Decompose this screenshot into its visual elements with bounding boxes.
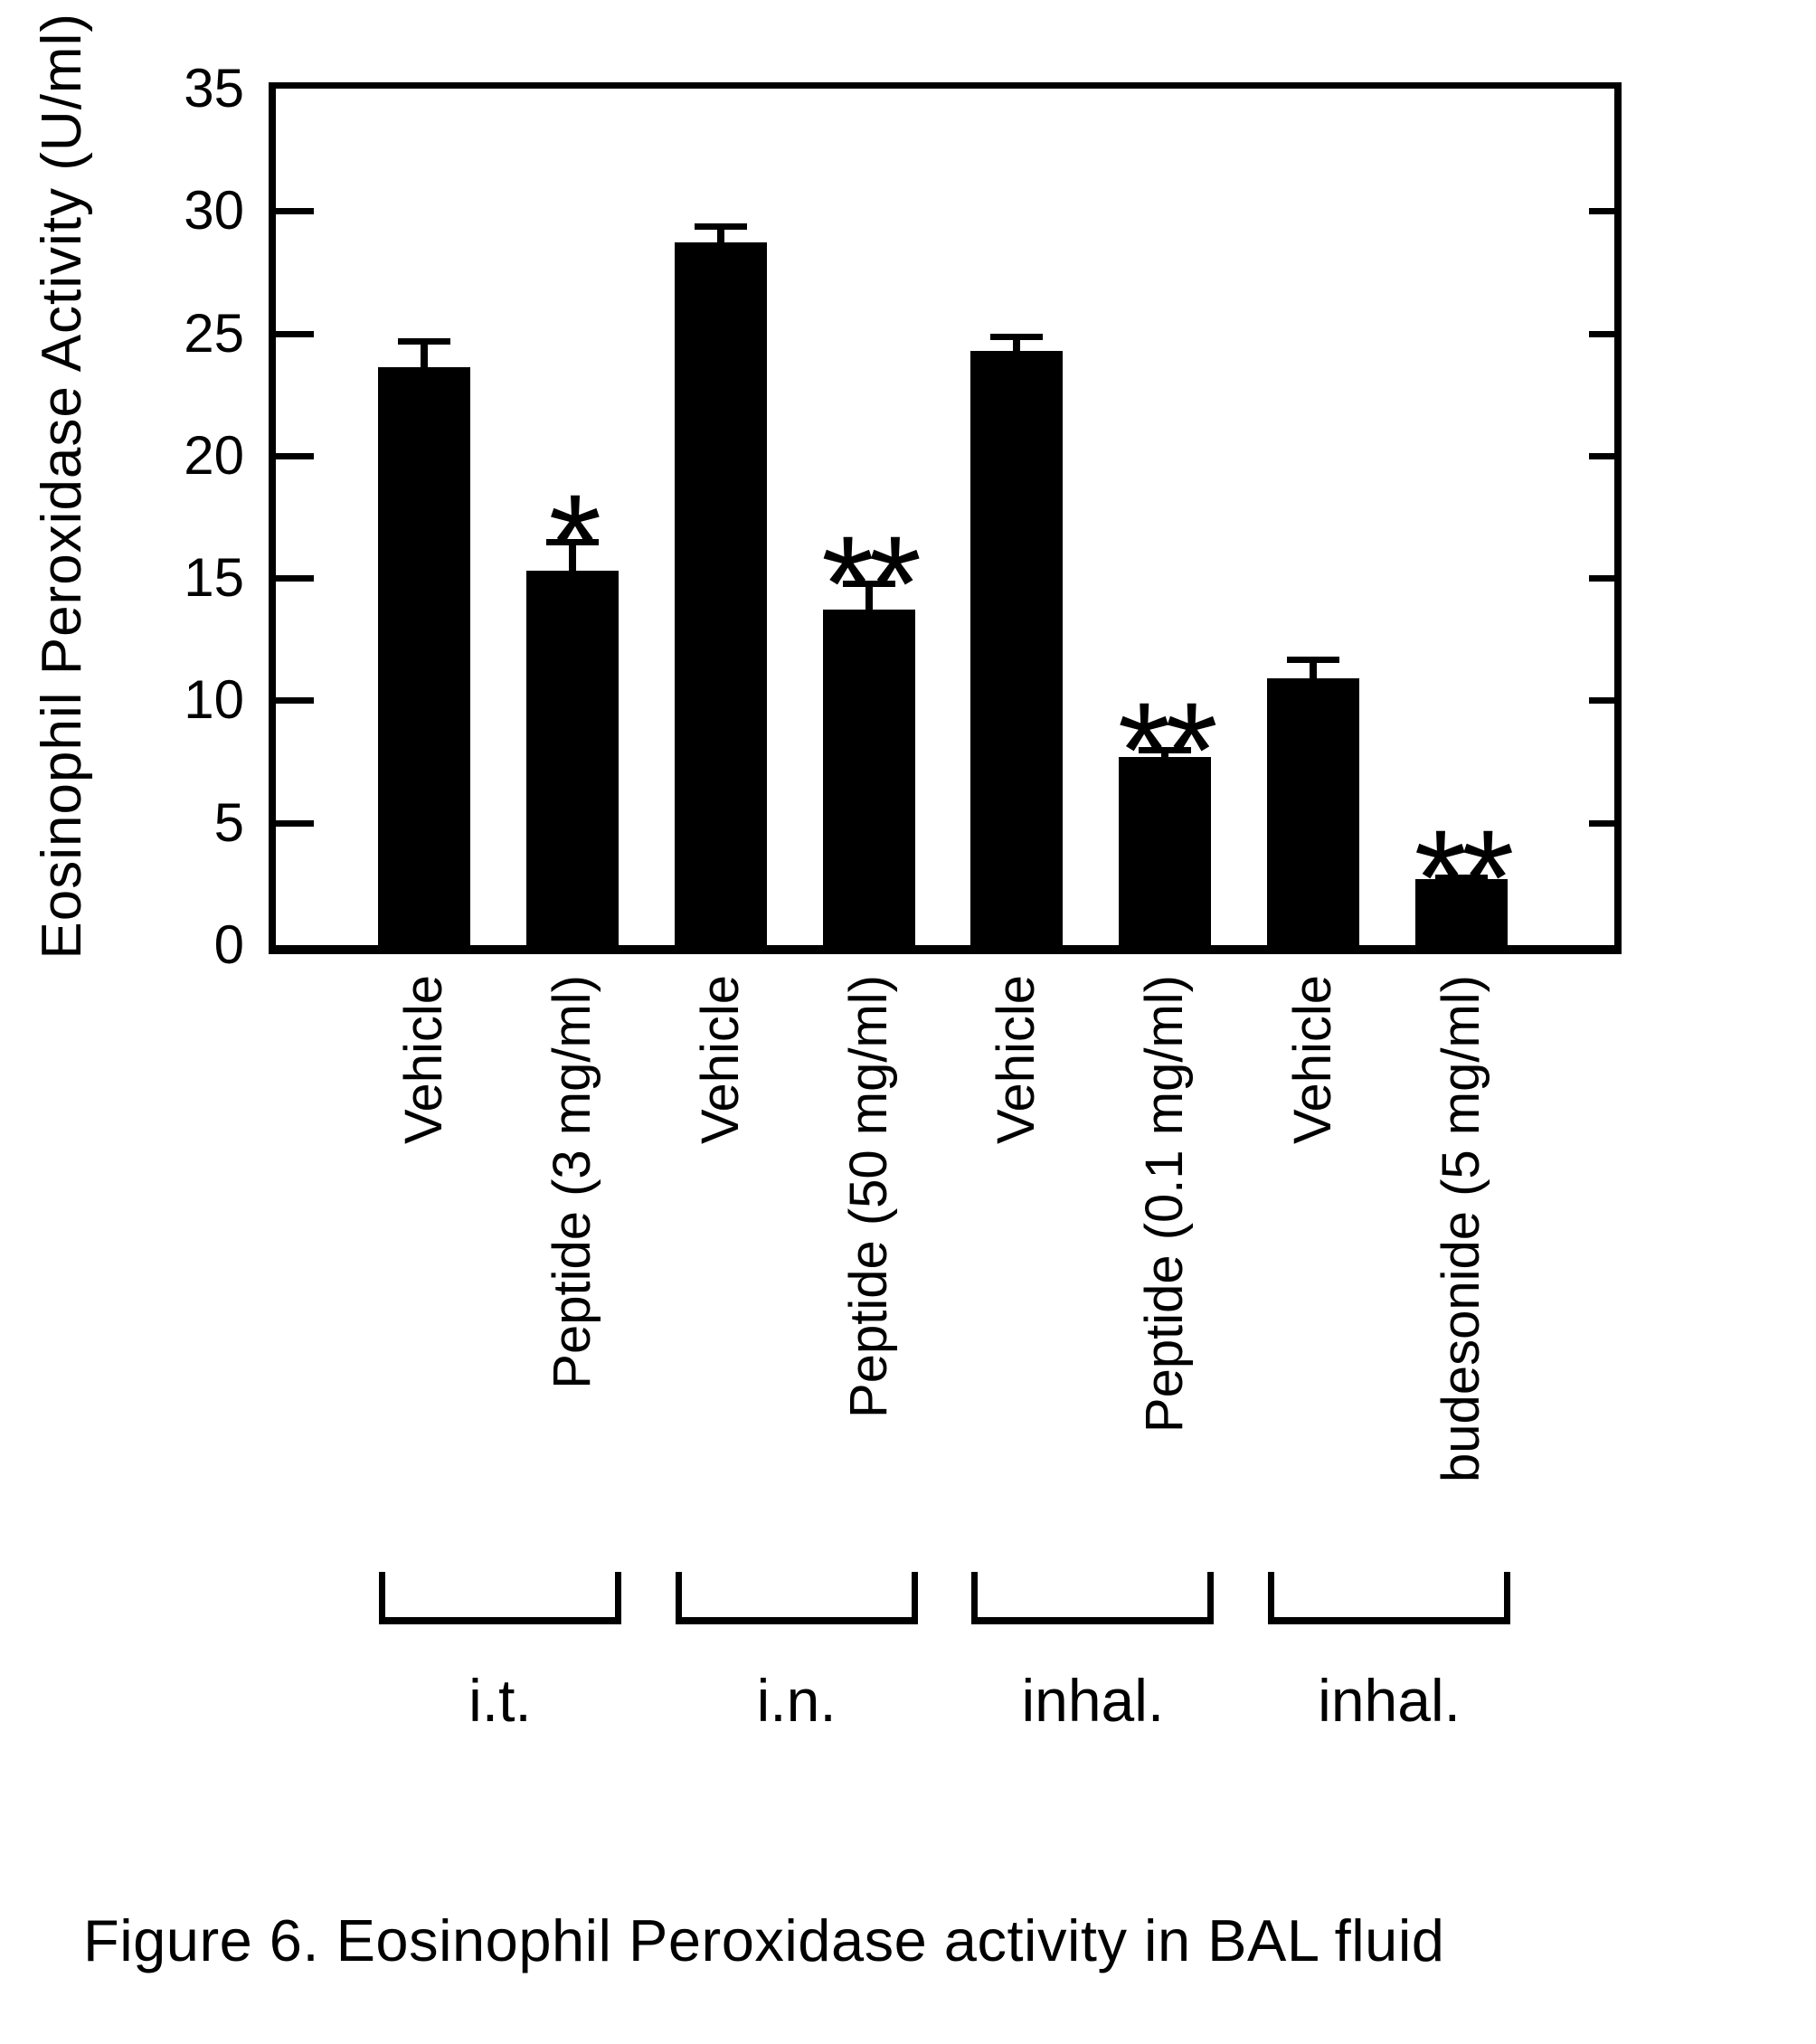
group-label: i.t. — [468, 1667, 532, 1734]
x-category-label: Vehicle — [394, 975, 453, 1145]
y-tick-left — [276, 697, 314, 704]
significance-mark: * — [548, 465, 597, 618]
figure-caption: Figure 6. Eosinophil Peroxidase activity in BAL fluid — [83, 1907, 1445, 1973]
error-bar-cap — [1287, 657, 1339, 663]
x-category-label: Peptide (3 mg/ml) — [542, 975, 601, 1389]
x-category-label: Vehicle — [690, 975, 750, 1145]
y-tick-label: 35 — [184, 58, 244, 118]
y-tick-left — [276, 575, 314, 582]
group-label: inhal. — [1318, 1667, 1461, 1734]
y-tick-label: 10 — [184, 669, 244, 731]
y-tick-label: 30 — [184, 180, 244, 241]
y-tick-right — [1589, 575, 1614, 582]
error-bar-cap — [398, 338, 450, 345]
bar — [526, 571, 619, 945]
significance-mark: ** — [1414, 800, 1509, 953]
group-bracket — [1268, 1572, 1510, 1624]
y-tick-label: 5 — [213, 791, 244, 853]
bar — [970, 351, 1063, 945]
error-bar-cap — [695, 223, 747, 230]
group-bracket — [379, 1572, 621, 1624]
y-tick-right — [1589, 453, 1614, 459]
y-tick-left — [276, 208, 314, 214]
y-tick-right — [1589, 697, 1614, 704]
x-category-label: Peptide (50 mg/ml) — [838, 975, 898, 1418]
bar — [823, 610, 915, 945]
x-category-label: Vehicle — [1283, 975, 1343, 1145]
group-label: i.n. — [756, 1667, 837, 1734]
x-category-label: Peptide (0.1 mg/ml) — [1135, 975, 1195, 1434]
significance-mark: ** — [1117, 673, 1213, 826]
y-tick-label: 20 — [184, 424, 244, 486]
error-bar-cap — [990, 334, 1043, 340]
y-tick-left — [276, 453, 314, 459]
y-tick-left — [276, 331, 314, 337]
y-tick-label: 0 — [213, 914, 244, 975]
x-category-label: budesonide (5 mg/ml) — [1431, 975, 1490, 1482]
significance-mark: ** — [821, 506, 916, 659]
group-bracket — [676, 1572, 918, 1624]
y-tick-label: 15 — [184, 547, 244, 609]
group-label: inhal. — [1021, 1667, 1165, 1734]
plot-area — [269, 82, 1622, 954]
y-axis-title: Eosinophil Peroxidase Activity (U/ml) — [30, 13, 93, 960]
bar — [378, 367, 470, 945]
x-category-label: Vehicle — [987, 975, 1046, 1145]
y-tick-label: 25 — [184, 302, 244, 364]
y-tick-right — [1589, 208, 1614, 214]
y-tick-right — [1589, 331, 1614, 337]
y-tick-left — [276, 820, 314, 827]
group-bracket — [971, 1572, 1214, 1624]
